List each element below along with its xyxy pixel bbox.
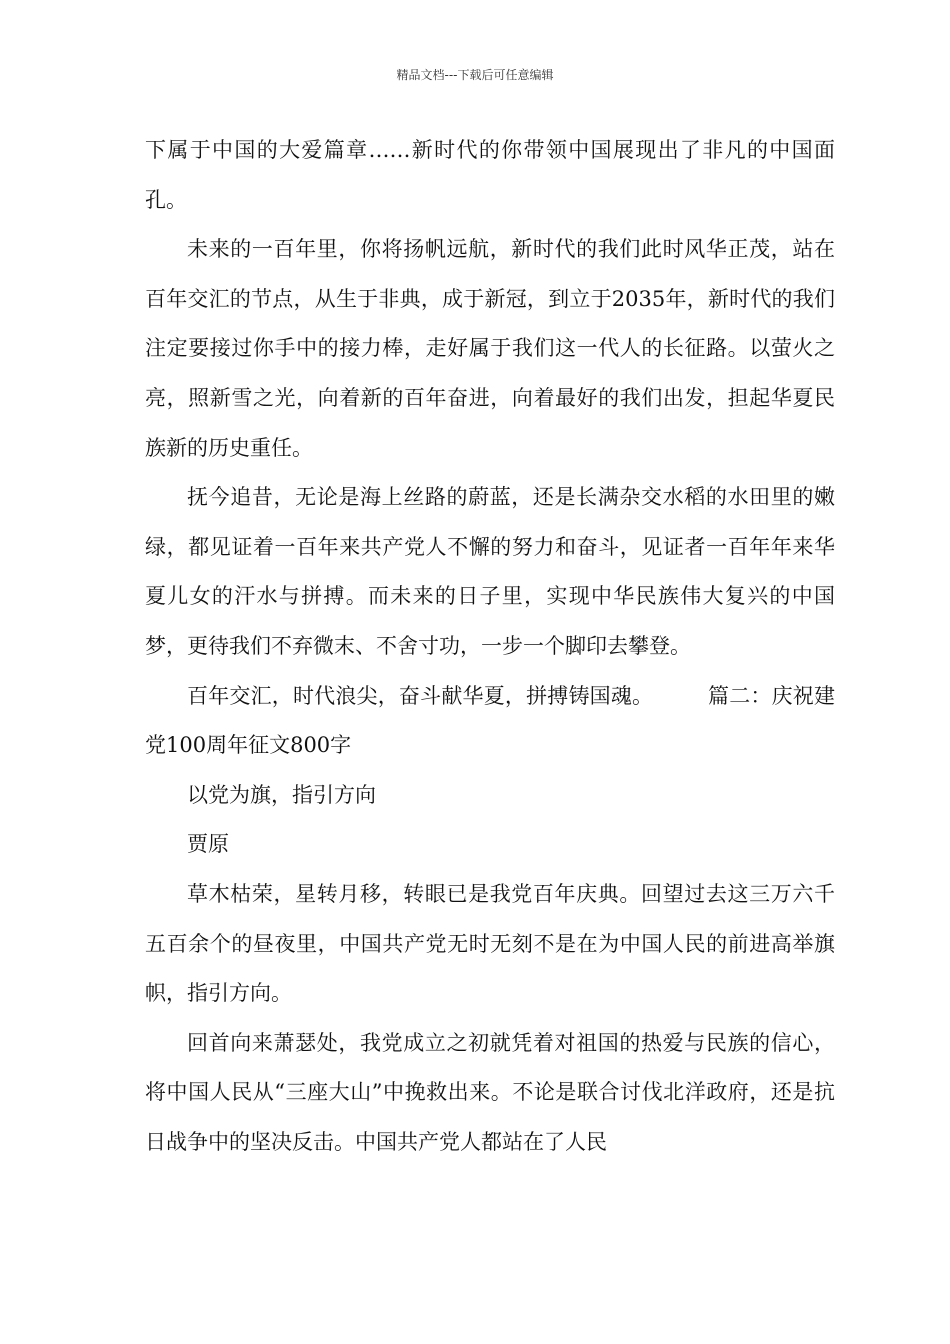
- essay-title: 以党为旗，指引方向: [187, 782, 376, 807]
- closing-and-section-heading: [145, 672, 835, 771]
- paragraph-founding: 回首向来萧瑟处，我党成立之初就凭着对祖国的热爱与民族的信心，将中国人民从“三座大山”中挽救出来。不论是联合讨伐北洋政府，还是抗日战争中的坚决反击。中国共产党人都站在了人民: [145, 1030, 835, 1154]
- essay-author: 贾原: [187, 832, 229, 857]
- paragraph-retrospect: 抚今追昔，无论是海上丝路的蔚蓝，还是长满杂交水稻的水田里的嫩绿，都见证着一百年来共产党人不懈的努力和奋斗，见证者一百年年来华夏儿女的汗水与拼搏。而未来的日子里，实现中华民族伟大复兴的中国梦，更待我们不弃微末、不舍寸功，一步一个脚印去攀登。: [145, 485, 835, 658]
- section-heading: 篇二：庆祝建党100周年征文800字: [145, 683, 836, 758]
- paragraph-future: 未来的一百年里，你将扬帆远航，新时代的我们此时风华正茂，站在百年交汇的节点，从生于非典，成于新冠，到立于2035年，新时代的我们注定要接过你手中的接力棒，走好属于我们这一代人的长征路。以萤火之亮，照新雪之光，向着新的百年奋进，向着最好的我们出发，担起华夏民族新的历史重任。: [145, 237, 835, 460]
- paragraph-continuation: 下属于中国的大爱篇章……新时代的你带领中国展现出了非凡的中国面孔。: [145, 138, 835, 212]
- document-body: [145, 126, 835, 1167]
- page-header: 精品文档---下载后可任意编辑: [396, 68, 554, 82]
- closing-line: 百年交汇，时代浪尖，奋斗献华夏，拼搏铸国魂。: [187, 683, 654, 708]
- paragraph-centenary: 草木枯荣，星转月移，转眼已是我党百年庆典。回望过去这三万六千五百余个的昼夜里，中国共产党无时无刻不是在为中国人民的前进高举旗帜，指引方向。: [145, 881, 835, 1006]
